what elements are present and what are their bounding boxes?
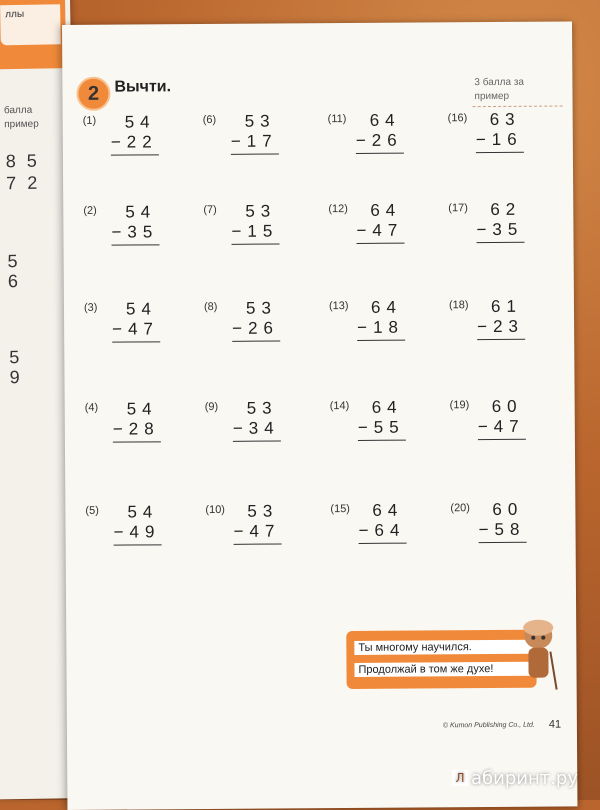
subtraction-problem: [328, 200, 438, 261]
subtraction-problem: [83, 112, 193, 173]
problem-number: (8): [203, 300, 218, 314]
answer-line: [357, 243, 405, 244]
answer-line: [232, 243, 280, 244]
problem-number: (12): [328, 203, 348, 216]
minuend: 64: [369, 110, 401, 130]
answer-line: [476, 152, 524, 153]
minuend: 54: [124, 112, 156, 132]
answer-line: [479, 542, 527, 543]
problem-number: (4): [84, 401, 99, 414]
problem-number: (5): [85, 504, 99, 517]
left-page-fragment: 5: [9, 346, 23, 368]
answer-line: [114, 544, 162, 545]
problem-number: (11): [327, 113, 347, 126]
answer-line: [478, 439, 526, 440]
problem-number: (18): [448, 299, 469, 312]
left-page-tab: ллы: [5, 8, 25, 21]
left-page-fragment: 8 5: [5, 150, 41, 172]
banner-line-1: Ты многому научился.: [354, 640, 537, 655]
subtraction-problem: [330, 397, 440, 458]
mascot-illustration: [514, 612, 563, 692]
page-number: 41: [548, 718, 562, 731]
answer-line: [234, 543, 282, 544]
subtraction-problem: [203, 111, 313, 172]
workbook-page: [62, 21, 577, 810]
problem-number: (19): [449, 399, 470, 412]
subtrahend: −35: [476, 219, 524, 240]
minuend: 64: [371, 397, 403, 417]
answer-line: [113, 441, 161, 442]
minuend: 53: [245, 298, 277, 318]
points-divider: [473, 106, 563, 108]
subtraction-problem: [83, 202, 193, 263]
subtrahend: −28: [112, 419, 160, 439]
problem-number: (1): [82, 114, 97, 127]
task-number-badge: 2: [76, 77, 110, 111]
minuend: 54: [125, 299, 157, 319]
answer-line: [358, 440, 406, 441]
watermark: Л абиринт.ру: [452, 768, 578, 789]
subtraction-problem: [448, 110, 558, 171]
subtraction-problem: [329, 297, 439, 358]
subtrahend: −47: [356, 220, 404, 240]
minuend: 53: [245, 201, 277, 221]
answer-line: [232, 340, 280, 341]
problem-number: (14): [329, 400, 350, 413]
problem-number: (20): [450, 502, 470, 515]
copyright-notice: © Kumon Publishing Co., Ltd.: [442, 721, 535, 730]
minuend: 54: [127, 502, 159, 522]
answer-line: [112, 341, 160, 342]
minuend: 64: [370, 297, 402, 317]
problem-number: (10): [205, 503, 225, 517]
minuend: 53: [246, 398, 278, 418]
left-page-points: балла пример: [3, 104, 39, 131]
subtrahend: −58: [478, 519, 526, 540]
subtraction-problem: [449, 297, 559, 358]
subtrahend: −26: [355, 130, 403, 150]
labirint-logo-icon: Л: [452, 770, 468, 786]
encouragement-banner: [346, 630, 536, 689]
answer-line: [111, 154, 159, 155]
subtrahend: −35: [111, 222, 159, 242]
subtraction-problem: [204, 298, 314, 359]
subtrahend: −47: [233, 521, 281, 541]
subtrahend: −47: [477, 416, 525, 437]
subtraction-problem: [85, 502, 195, 563]
answer-line: [477, 242, 525, 243]
minuend: 53: [244, 111, 276, 131]
minuend: 60: [491, 396, 523, 417]
minuend: 64: [372, 500, 404, 520]
problem-number: (9): [204, 400, 219, 414]
subtraction-problem: [205, 501, 315, 562]
subtraction-problem: [85, 399, 195, 460]
answer-line: [231, 153, 279, 154]
minuend: 61: [490, 296, 522, 317]
minuend: 54: [126, 399, 158, 419]
left-page-fragment: 7 2: [6, 172, 41, 194]
left-page-fragment: 6: [7, 270, 22, 292]
subtraction-problem: [330, 500, 440, 561]
subtraction-problem: [450, 397, 560, 458]
problem-number: (2): [83, 204, 97, 217]
answer-line: [357, 340, 405, 341]
subtrahend: −22: [110, 132, 158, 152]
subtraction-problem: [84, 299, 194, 360]
subtrahend: −17: [230, 131, 278, 151]
left-page-fragment: 9: [9, 366, 23, 388]
subtrahend: −34: [232, 418, 280, 438]
subtrahend: −23: [477, 316, 525, 337]
subtraction-problem: [205, 398, 315, 459]
left-page-header: [0, 0, 66, 70]
problem-number: (17): [448, 202, 468, 215]
subtrahend: −47: [112, 319, 160, 339]
minuend: 60: [492, 499, 524, 520]
answer-line: [233, 440, 281, 441]
minuend: 54: [125, 202, 157, 222]
subtrahend: −15: [231, 221, 279, 241]
banner-line-2: Продолжай в том же духе!: [354, 662, 537, 677]
answer-line: [359, 543, 407, 544]
subtrahend: −64: [358, 520, 406, 540]
problem-number: (7): [203, 203, 217, 217]
subtrahend: −55: [357, 417, 405, 437]
problem-number: (16): [447, 112, 468, 125]
problem-number: (15): [330, 503, 350, 516]
problem-number: (3): [83, 301, 98, 314]
subtraction-problem: [203, 201, 313, 262]
minuend: 62: [490, 199, 522, 220]
subtrahend: −18: [357, 317, 405, 337]
answer-line: [356, 153, 404, 154]
problem-number: (6): [202, 113, 217, 127]
problem-number: (13): [328, 300, 349, 313]
answer-line: [112, 244, 160, 245]
left-page-fragment: 5: [7, 250, 21, 272]
points-note: 3 балла за пример: [474, 76, 525, 103]
minuend: 64: [370, 200, 402, 220]
subtraction-problem: [448, 200, 558, 261]
subtraction-problem: [328, 110, 438, 171]
subtrahend: −49: [113, 522, 161, 542]
minuend: 53: [247, 501, 279, 521]
answer-line: [477, 339, 525, 340]
subtrahend: −26: [232, 318, 280, 338]
subtrahend: −16: [475, 129, 523, 150]
minuend: 63: [489, 109, 521, 130]
task-title: Вычти.: [114, 78, 172, 96]
subtraction-problem: [450, 500, 560, 561]
